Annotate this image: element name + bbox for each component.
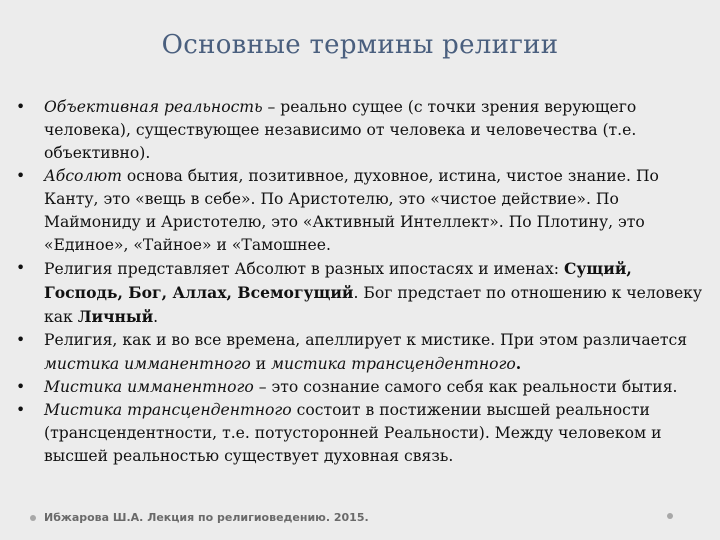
footer-text: Ибжарова Ш.А. Лекция по религиоведению. 2015. [44, 511, 369, 524]
bullet-icon: • [16, 401, 26, 419]
list-item [16, 399, 710, 468]
list-item [16, 329, 710, 376]
bullet-text: Мистика трансцендентного [44, 401, 292, 419]
bullet-text: состоит в постижении высшей реальности (трансцендентности, т.е. потусторонней Реальности). Между человеком и высшей реальностью существует духовная связь. [44, 401, 662, 465]
bullet-text: Религия, как и во все времена, апеллирует к мистике. При этом различается [44, 331, 688, 349]
list-item [16, 96, 710, 165]
list-item [16, 165, 710, 257]
bullet-text: Абсолют [44, 167, 122, 185]
footer [30, 511, 369, 524]
bullet-text: основа бытия, позитивное, духовное, истина, чистое знание. По Канту, это «вещь в себе». По Аристотелю, это «чистое действие». По Маймониду и Аристотелю, это «Активный Интеллект». По Плотину, это «Единое», «Тайное» и «Тамошнее. [44, 167, 659, 254]
slide-title: Основные термины религии [161, 30, 559, 60]
corner-dot-icon [667, 513, 673, 519]
bullet-icon: • [16, 331, 26, 349]
bullet-text: . [153, 308, 159, 326]
bullet-text: Объективная реальность [44, 98, 263, 116]
bullet-text: и [250, 355, 272, 373]
bullet-icon: • [16, 259, 26, 277]
bullet-text: Мистика имманентного [44, 378, 254, 396]
bullet-text: – реально сущее (с точки зрения верующего человека), существующее независимо от человека и человечества (т.е. объективно). [44, 98, 637, 162]
list-item [16, 257, 710, 329]
bullet-text: Религия представляет Абсолют в разных ипостасях и именах: [44, 260, 564, 278]
bullet-text: Сущий, Господь, Бог, Аллах, Всемогущий [44, 259, 632, 302]
bullet-icon: • [16, 167, 26, 185]
bullet-text: . Бог предстает по отношению к человеку как [44, 284, 703, 326]
bullet-list [16, 96, 710, 468]
bullet-icon: • [16, 378, 26, 396]
list-item [16, 376, 710, 399]
bullet-text: Личный [77, 307, 154, 326]
bullet-icon: • [16, 98, 26, 116]
footer-dot-icon [30, 515, 36, 521]
bullet-text: мистика имманентного [44, 355, 251, 373]
bullet-text: – это сознание самого себя как реальности бытия. [253, 378, 678, 396]
bullet-text: мистика трансцендентного [271, 355, 516, 373]
bullet-text: . [515, 354, 522, 373]
